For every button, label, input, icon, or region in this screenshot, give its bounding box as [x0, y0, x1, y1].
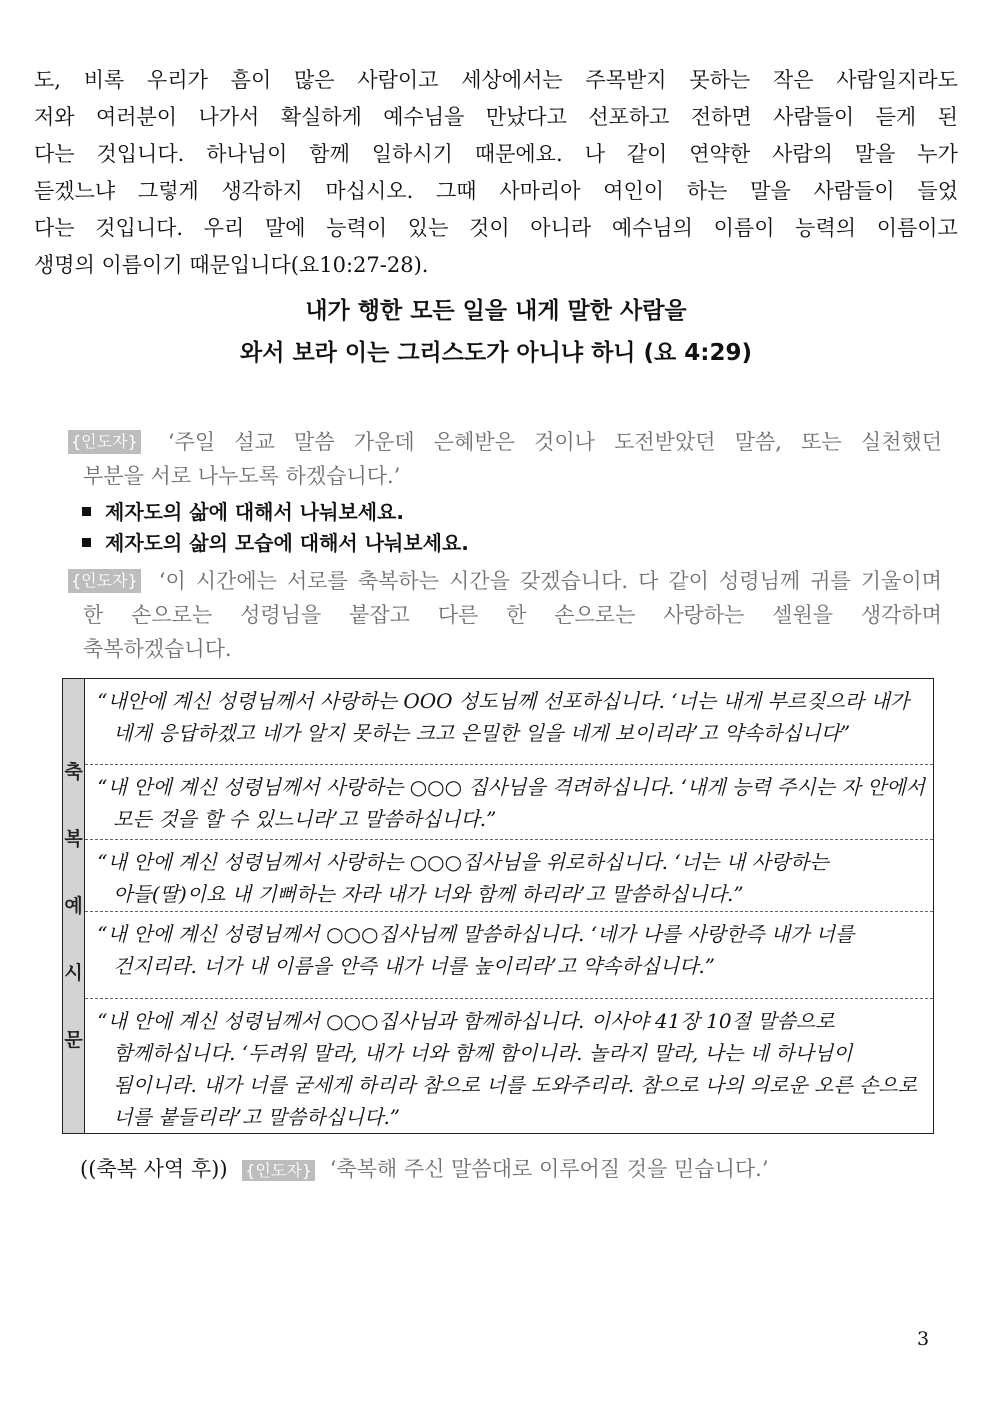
- word: 있는: [407, 216, 449, 240]
- word: 많은: [293, 68, 335, 92]
- word: 말을: [750, 179, 791, 203]
- word: 능력이: [326, 216, 388, 240]
- word: 생각하며: [860, 603, 942, 627]
- word: 다는: [34, 216, 75, 240]
- word: 것이나: [534, 430, 595, 454]
- word: 일하시기: [371, 142, 453, 166]
- word: 축복하는: [357, 569, 439, 593]
- word: 못하는: [689, 68, 751, 92]
- word: 사람들이: [813, 179, 895, 203]
- word: 사마리아: [499, 179, 581, 203]
- word: 누가: [917, 142, 958, 166]
- word: 저와: [34, 105, 75, 129]
- word: 셀원을: [772, 603, 834, 627]
- blessing-example: “내 안에 계신 성령님께서 ○○○집사님께 말씀하십니다. ‘네가 나를 사랑한즉 내가 너를 건지리라. 너가 내 이름을 안즉 내가 너를 높이리라’고 약속하십니다.”: [85, 912, 933, 999]
- word: 여인이: [603, 179, 665, 203]
- word: 작은: [772, 68, 814, 92]
- word: 흠이: [230, 68, 272, 92]
- word: 가운데: [353, 430, 415, 454]
- leader-tag: {인도자}: [68, 430, 141, 454]
- word: 우리가: [147, 68, 208, 92]
- word: 사람이고: [357, 68, 439, 92]
- word: 그렇게: [137, 179, 199, 203]
- word: 시간에는: [195, 569, 277, 593]
- text-line: [68, 564, 942, 598]
- word: 기울이며: [860, 569, 942, 593]
- word: 한: [83, 603, 104, 627]
- verse-line-1: 내가 행한 모든 일을 내게 말한 사람을: [305, 298, 687, 324]
- text-line: [34, 210, 958, 247]
- blessing-side-label: 축 복 예 시 문: [63, 679, 85, 1133]
- after-blessing-note: [80, 1152, 769, 1186]
- word: 붙잡고: [349, 603, 410, 627]
- word: 나: [584, 142, 605, 166]
- word: 손으로는: [554, 603, 636, 627]
- intro-paragraph: [34, 62, 958, 284]
- word: 성령님께: [719, 569, 801, 593]
- word: 말씀: [294, 430, 335, 454]
- text-line: [68, 632, 942, 666]
- verse-line-2: 와서 보라 이는 그리스도가 아니냐 하니 (요 4:29): [240, 340, 752, 366]
- word: 성령님을: [240, 603, 322, 627]
- word: 것이: [469, 216, 510, 240]
- word: 그때: [436, 179, 477, 203]
- word: 것입니다.: [96, 142, 185, 166]
- word: 예수님의: [611, 216, 693, 240]
- word: 같이: [626, 142, 668, 166]
- word: 생명의 이름이기 때문입니다(요10:27-28).: [34, 253, 429, 277]
- text-line: [34, 99, 958, 136]
- word: 확실하게: [280, 105, 362, 129]
- word: 다: [638, 569, 659, 593]
- word: 같이: [668, 569, 709, 593]
- word: 다른: [437, 603, 479, 627]
- word: 사람의: [772, 142, 833, 166]
- leader-tag: {인도자}: [68, 569, 141, 593]
- word: 생각하지: [221, 179, 303, 203]
- word: 아니라: [530, 216, 592, 240]
- word: 말을: [854, 142, 896, 166]
- word: 만났다고: [485, 105, 567, 129]
- text-line: [34, 136, 958, 173]
- blessing-example: “내안에 계신 성령님께서 사랑하는 OOO 성도님께 선포하십니다. ‘너는 내게 부르짖으라 내가 네게 응답하겠고 네가 알지 못하는 크고 은밀한 일을 네게 보이리라’고 약속하십니다”: [85, 679, 933, 765]
- word: 다는: [34, 142, 75, 166]
- text-line: [68, 425, 942, 459]
- word: 우리: [203, 216, 245, 240]
- square-bullet-icon: [82, 538, 91, 547]
- word: 예수님을: [383, 105, 465, 129]
- word: ‘이: [158, 569, 186, 593]
- text-line: [34, 247, 958, 284]
- word: 이름이: [713, 216, 775, 240]
- word: 비록: [83, 68, 125, 92]
- word: 전하면: [690, 105, 752, 129]
- word: 때문에요.: [474, 142, 563, 166]
- text-line: [34, 62, 958, 99]
- word: 사람일지라도: [836, 68, 958, 92]
- word: 시간을: [449, 569, 510, 593]
- text-line: [34, 173, 958, 210]
- word: 서로를: [286, 569, 348, 593]
- word: 또는: [801, 430, 842, 454]
- word: 말씀,: [734, 430, 782, 454]
- word: 함께: [309, 142, 350, 166]
- word: 설교: [234, 430, 275, 454]
- word: 선포하고: [588, 105, 670, 129]
- word: 사람들이: [773, 105, 855, 129]
- word: 사랑하는: [663, 603, 745, 627]
- word: 부분을 서로 나누도록 하겠습니다.’: [83, 464, 401, 488]
- after-prefix: ((축복 사역 후)): [80, 1157, 228, 1181]
- word: ‘주일: [167, 430, 216, 454]
- word: 듣게: [875, 105, 917, 129]
- text-line: [68, 598, 942, 632]
- leader-instruction-sharing: [68, 425, 942, 493]
- word: 능력의: [795, 216, 857, 240]
- blessing-example: “내 안에 계신 성령님께서 ○○○집사님과 함께하십니다. 이사야 41장 10절 말씀으로 함께하십니다. ‘두려워 말라, 내가 너와 함께 함이니라. 놀라지 말라, 나는 네 하나님이 됨이니라. 내가 너를 굳세게 하리라 참으로 너를 도와주리라. 참으로 나의 의로운 오른 손으로 너를 붙들리라’고 말씀하십니다.”: [97, 1009, 918, 1130]
- word: 도전받았던: [614, 430, 716, 454]
- word: 세상에서는: [461, 68, 563, 92]
- word: 듣겠느냐: [34, 179, 116, 203]
- word: 하는: [686, 179, 728, 203]
- word: 여러분이: [95, 105, 178, 129]
- discussion-questions: [82, 497, 469, 559]
- blessing-example: “내 안에 계신 성령님께서 사랑하는 ○○○집사님을 위로하십니다. ‘너는 내 사랑하는 아들(딸)이요 내 기뻐하는 자라 내가 너와 함께 하리라’고 말씀하십니다.”: [85, 840, 933, 913]
- word: 손으로는: [131, 603, 213, 627]
- word: 한: [506, 603, 527, 627]
- word: 실천했던: [860, 430, 942, 454]
- discussion-question: 제자도의 삶의 모습에 대해서 나눠보세요.: [82, 528, 469, 559]
- leader-tag: {인도자}: [242, 1160, 315, 1181]
- leader-instruction-blessing: [68, 564, 942, 666]
- word: 도,: [34, 68, 61, 92]
- word: 것입니다.: [95, 216, 184, 240]
- blessing-example: “내 안에 계신 성령님께서 사랑하는 ○○○ 집사님을 격려하십니다. ‘내게 능력 주시는 자 안에서 모든 것을 할 수 있느니라’고 말씀하십니다.”: [85, 765, 933, 840]
- word: 말에: [265, 216, 306, 240]
- after-quote: ‘축복해 주신 말씀대로 이루어질 것을 믿습니다.’: [329, 1157, 769, 1181]
- word: 마십시오.: [325, 179, 414, 203]
- word: 이름이고: [876, 216, 958, 240]
- page-number: 3: [917, 1328, 930, 1350]
- word: 연약한: [689, 142, 751, 166]
- square-bullet-icon: [82, 507, 91, 516]
- text-line: [68, 459, 942, 493]
- word: 된: [937, 105, 958, 129]
- word: 귀를: [810, 569, 851, 593]
- word: 축복하겠습니다.: [83, 637, 232, 661]
- word: 은혜받은: [433, 430, 515, 454]
- word: 주목받지: [585, 68, 667, 92]
- blessing-examples-table: [62, 678, 934, 1134]
- word: 갖겠습니다.: [519, 569, 629, 593]
- word: 들었: [917, 179, 958, 203]
- discussion-question: 제자도의 삶에 대해서 나눠보세요.: [82, 497, 469, 528]
- word: 하나님이: [206, 142, 288, 166]
- word: 나가서: [198, 105, 260, 129]
